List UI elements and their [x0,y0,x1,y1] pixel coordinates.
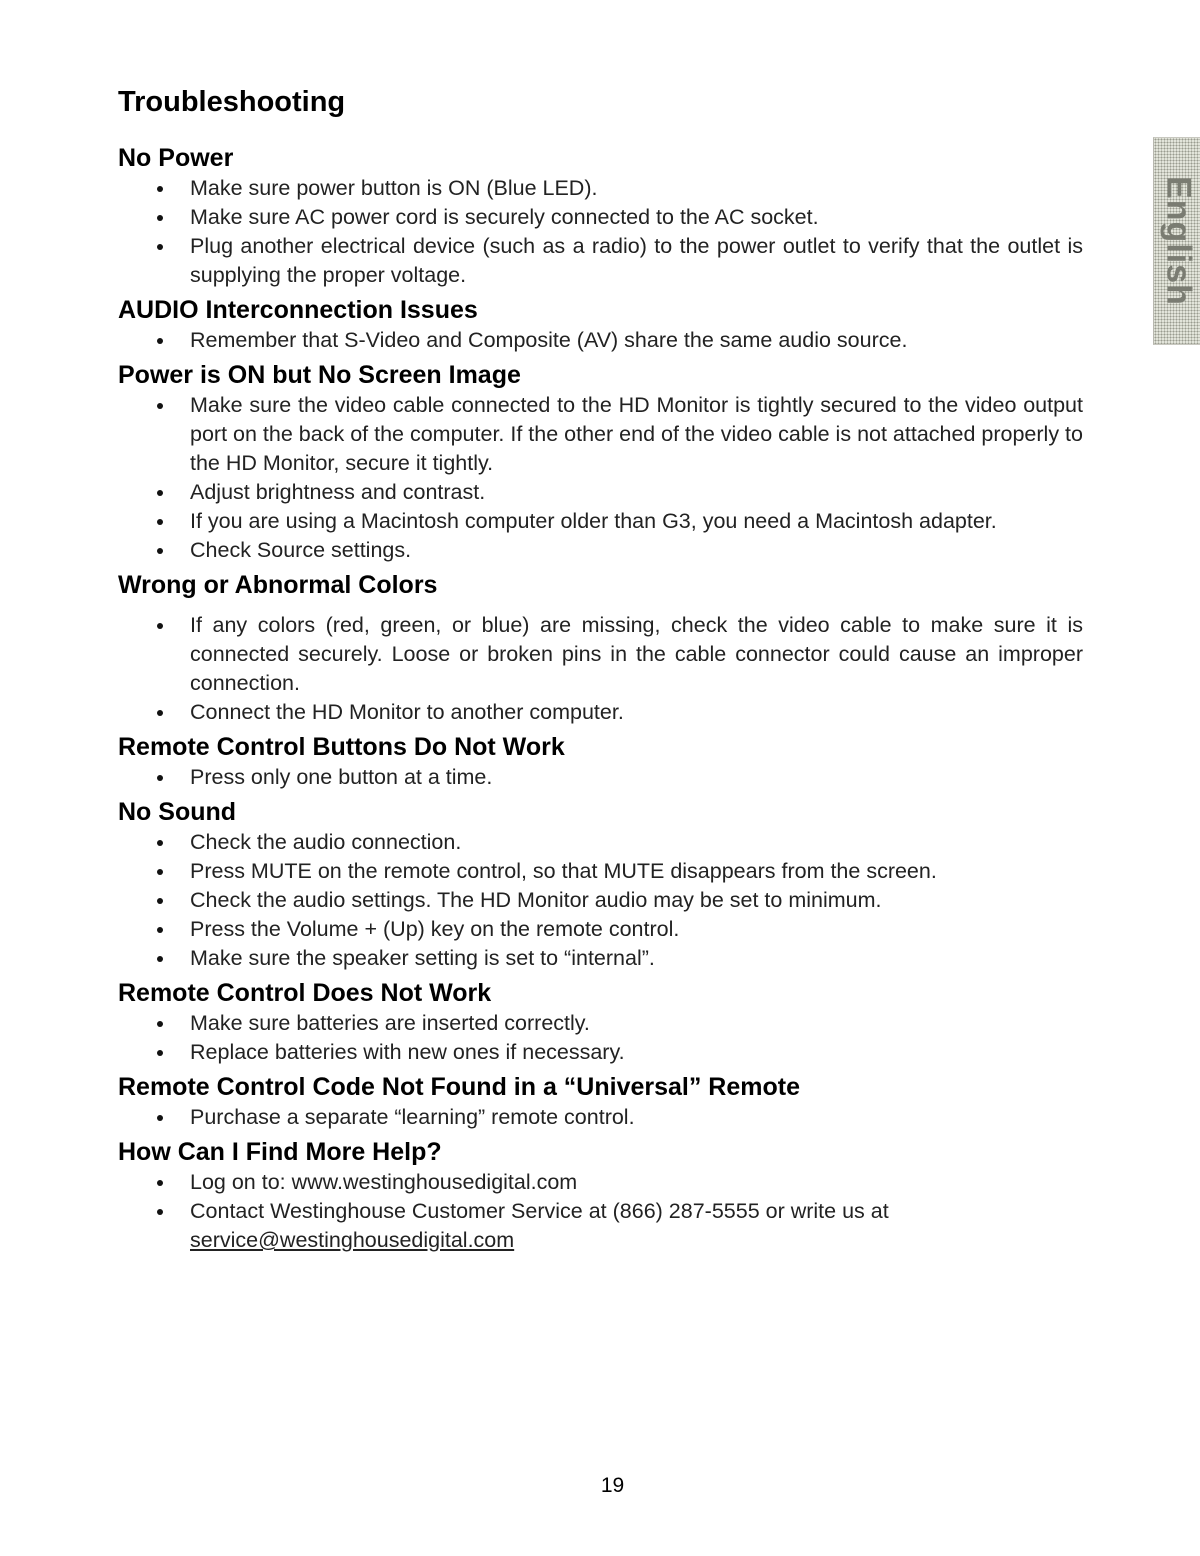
list-item: Check the audio connection. [118,828,1083,857]
list-item: Replace batteries with new ones if necessary. [118,1038,1083,1067]
list-item: Press the Volume + (Up) key on the remote control. [118,915,1083,944]
list-item: Make sure batteries are inserted correctly. [118,1009,1083,1038]
no-power-list [118,174,1083,290]
contact-text: Contact Westinghouse Customer Service at (866) 287-5555 or write us at [190,1199,889,1223]
list-item: If any colors (red, green, or blue) are missing, check the video cable to make sure it is connected securely. Loose or broken pins in the cable connector could cause an improper connection. [118,611,1083,698]
more-help-list [118,1168,1083,1255]
page-title: Troubleshooting [118,86,346,118]
list-item: Press MUTE on the remote control, so that MUTE disappears from the screen. [118,857,1083,886]
list-item: Check Source settings. [118,536,1083,565]
section-heading-abnormal-colors: Wrong or Abnormal Colors [118,571,438,599]
support-email-link[interactable]: service@westinghousedigital.com [190,1228,515,1252]
list-item: Plug another electrical device (such as a radio) to the power outlet to verify that the outlet is supplying the proper voltage. [118,232,1083,290]
section-heading-more-help: How Can I Find More Help? [118,1138,442,1166]
section-heading-no-screen-image: Power is ON but No Screen Image [118,361,521,389]
section-heading-remote-not-work: Remote Control Does Not Work [118,979,492,1007]
list-item: Make sure the speaker setting is set to “internal”. [118,944,1083,973]
remote-buttons-list [118,763,1083,792]
list-item: Log on to: www.westinghousedigital.com [118,1168,1083,1197]
troubleshooting-content [118,142,1083,1259]
list-item [118,1197,1083,1255]
list-item: Remember that S-Video and Composite (AV) share the same audio source. [118,326,1083,355]
section-heading-no-sound: No Sound [118,798,237,826]
list-item: Check the audio settings. The HD Monitor audio may be set to minimum. [118,886,1083,915]
list-item: Press only one button at a time. [118,763,1083,792]
list-item: Purchase a separate “learning” remote control. [118,1103,1083,1132]
language-tab [1153,137,1200,345]
audio-interconnection-list [118,326,1083,355]
list-item: Make sure AC power cord is securely connected to the AC socket. [118,203,1083,232]
list-item: Adjust brightness and contrast. [118,478,1083,507]
page-number: 19 [600,1474,625,1497]
section-heading-no-power: No Power [118,144,234,172]
universal-remote-list [118,1103,1083,1132]
list-item: If you are using a Macintosh computer older than G3, you need a Macintosh adapter. [118,507,1083,536]
language-tab-label: English [1159,176,1197,306]
list-item: Make sure the video cable connected to the HD Monitor is tightly secured to the video output port on the back of the computer. If the other end of the video cable is not attached properly to the HD Monitor, secure it tightly. [118,391,1083,478]
section-heading-audio-interconnection: AUDIO Interconnection Issues [118,296,478,324]
no-screen-image-list [118,391,1083,565]
list-item: Connect the HD Monitor to another computer. [118,698,1083,727]
section-heading-remote-buttons: Remote Control Buttons Do Not Work [118,733,565,761]
section-heading-universal-remote: Remote Control Code Not Found in a “Universal” Remote [118,1073,800,1101]
no-sound-list [118,828,1083,973]
abnormal-colors-list [118,611,1083,727]
remote-not-work-list [118,1009,1083,1067]
list-item: Make sure power button is ON (Blue LED). [118,174,1083,203]
